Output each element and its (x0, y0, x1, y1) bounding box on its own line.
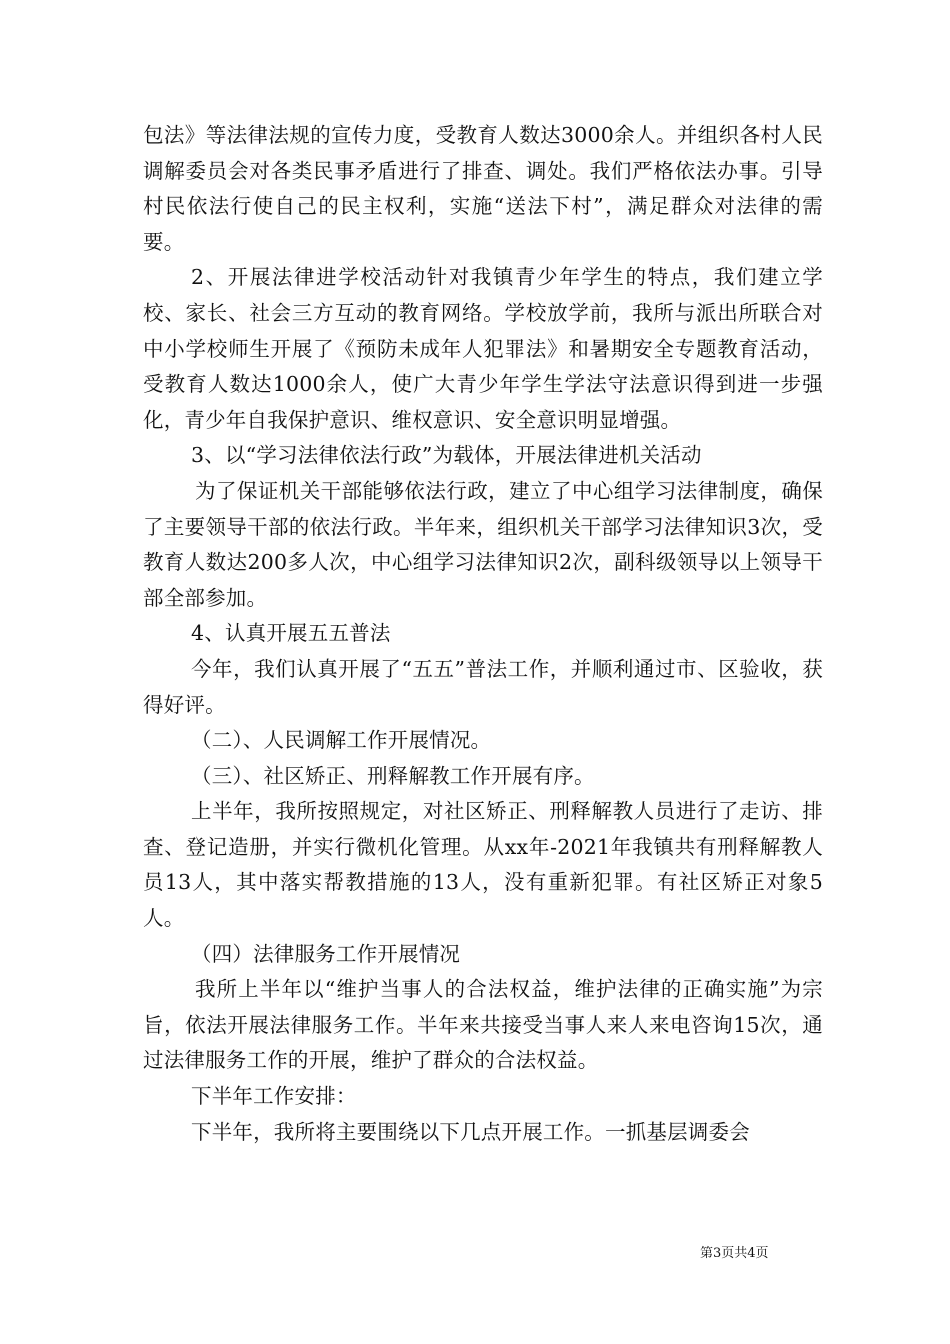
heading-mediation: （二）、人民调解工作开展情况。 (191, 728, 492, 753)
paragraph-government-activity: 为了保证机关干部能够依法行政，建立了中心组学习法律制度，确保了主要领导干部的依法行政。半年来，组织机关干部学习法律知识3次，受教育人数达200多人次，中心组学习法律知识2次，副科级领导以上领导干部全部参加。 (143, 478, 823, 610)
paragraph-second-half-plan: 下半年，我所将主要围绕以下几点开展工作。一抓基层调委会 (191, 1119, 750, 1144)
paragraph-legal-service: 我所上半年以“维护当事人的合法权益，维护法律的正确实施”为宗旨，依法开展法律服务工作。半年来共接受当事人来人来电咨询15次，通过法律服务工作的开展，维护了群众的合法权益。 (143, 977, 823, 1073)
paragraph-school-activity: 2、开展法律进学校活动针对我镇青少年学生的特点，我们建立学校、家长、社会三方互动的教育网络。学校放学前，我所与派出所联合对中小学校师生开展了《预防未成年人犯罪法》和暑期安全专题教育活动，受教育人数达1000余人，使广大青少年学生学法守法意识得到进一步强化，青少年自我保护意识、维权意识、安全意识明显增强。 (143, 265, 823, 432)
heading-government-activity: 3、以“学习法律依法行政”为载体，开展法律进机关活动 (191, 443, 702, 468)
paragraph-community-correction: 上半年，我所按照规定，对社区矫正、刑释解教人员进行了走访、排查、登记造册，并实行微机化管理。从xx年-2021年我镇共有刑释解教人员13人，其中落实帮教措施的13人，没有重新犯罪。有社区矫正对象5人。 (143, 799, 823, 931)
paragraph-legal-publicity: 包法》等法律法规的宣传力度，受教育人数达3000余人。并组织各村人民调解委员会对各类民事矛盾进行了排查、调处。我们严格依法办事。引导村民依法行使自己的民主权利，实施“送法下村”，满足群众对法律的需要。 (143, 123, 823, 254)
heading-second-half-plan: 下半年工作安排： (191, 1084, 357, 1109)
heading-five-five-law: 4、认真开展五五普法 (191, 621, 391, 646)
heading-legal-service: （四）法律服务工作开展情况 (191, 941, 461, 966)
document-body (143, 118, 823, 1150)
heading-community-correction: （三）、社区矫正、刑释解教工作开展有序。 (191, 763, 595, 788)
page-number-footer: 第3页共4页 (700, 1246, 769, 1261)
paragraph-five-five-law: 今年，我们认真开展了“五五”普法工作，并顺利通过市、区验收，获得好评。 (143, 656, 823, 717)
